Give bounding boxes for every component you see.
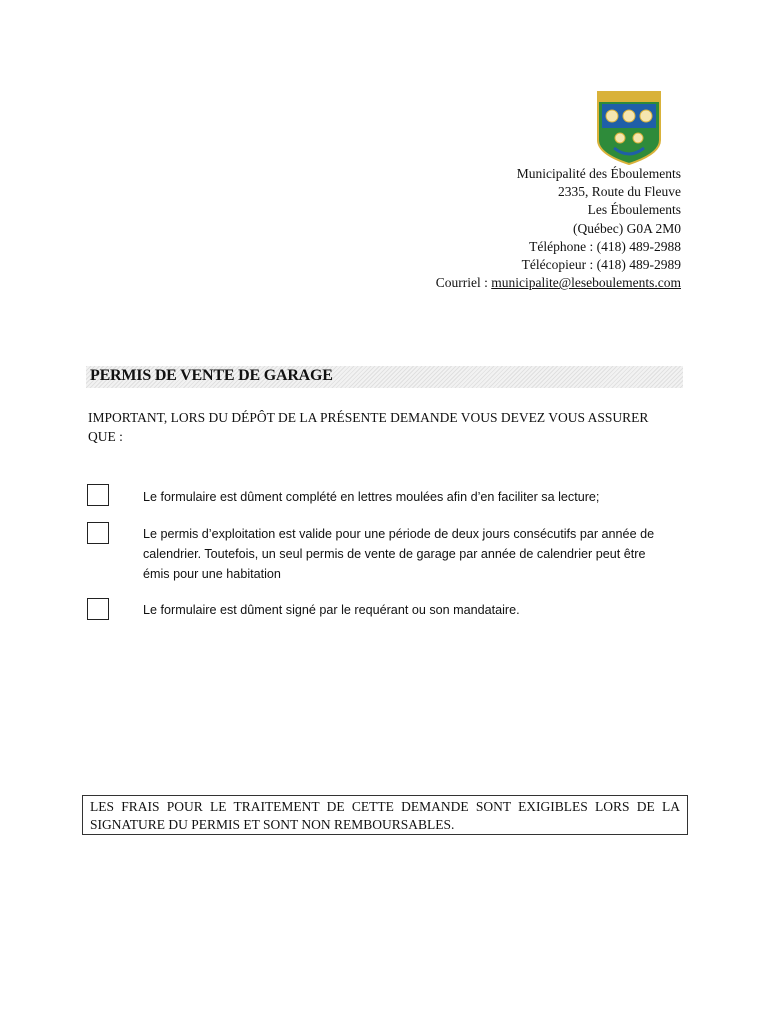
checklist-checkbox-2[interactable] <box>87 522 109 544</box>
address-line: Les Éboulements <box>587 202 681 218</box>
email-label: Courriel : <box>435 275 492 291</box>
form-title: PERMIS DE VENTE DE GARAGE <box>90 367 333 384</box>
address-line: Municipalité des Éboulements <box>516 166 681 181</box>
fees-notice: LES FRAIS POUR LE TRAITEMENT DE CETTE DEMANDE SONT EXIGIBLES LORS DE LA SIGNATURE DU PERMIS ET SONT NON REMBOURSABLES. <box>82 795 688 835</box>
address-line: (Québec) G0A 2M0 <box>573 220 681 236</box>
email-link[interactable]: municipalite@leseboulements.com <box>491 275 681 291</box>
coat-of-arms-icon <box>594 88 664 166</box>
phone-line: Téléphone : (418) 489-2988 <box>529 238 681 254</box>
checklist-checkbox-3[interactable] <box>87 598 109 620</box>
fax-line: Télécopieur : (418) 489-2989 <box>521 257 681 273</box>
address-block <box>436 165 681 292</box>
municipality-logo <box>594 88 664 166</box>
checklist-checkbox-1[interactable] <box>87 484 109 506</box>
email-line <box>436 274 681 292</box>
checklist-item-3: Le formulaire est dûment signé par le requérant ou son mandataire. <box>143 603 520 617</box>
address-line: 2335, Route du Fleuve <box>558 184 681 200</box>
checklist-item-2: Le permis d’exploitation est valide pour une période de deux jours consécutifs par année de calendrier. Toutefois, un seul permis de vente de garage par année de calendrier peut être émis pour une habitation <box>143 527 655 581</box>
important-notice: IMPORTANT, LORS DU DÉPÔT DE LA PRÉSENTE DEMANDE VOUS DEVEZ VOUS ASSURER QUE : <box>88 410 649 444</box>
checklist-item-1: Le formulaire est dûment complété en lettres moulées afin d’en faciliter sa lecture; <box>143 490 600 504</box>
